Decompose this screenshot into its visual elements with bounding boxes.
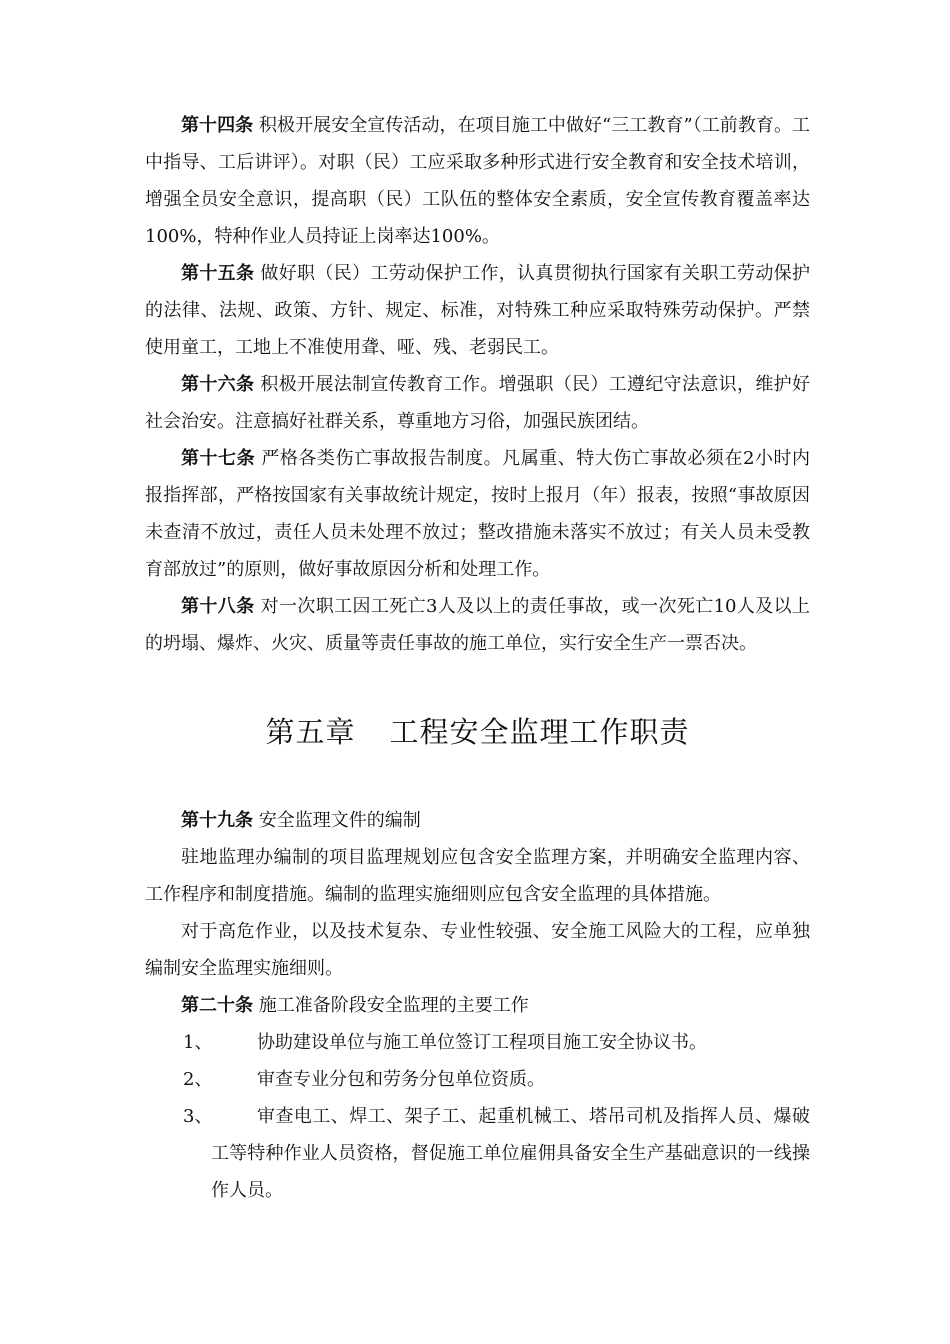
list-number: 3、 xyxy=(183,1106,213,1127)
article-label: 第二十条 xyxy=(181,995,253,1016)
article-title: 安全监理文件的编制 xyxy=(258,810,421,831)
article-14 xyxy=(145,107,810,255)
article-text: 做好职（民）工劳动保护工作，认真贯彻执行国家有关职工劳动保护的法律、法规、政策、方针、规定、标准，对特殊工种应采取特殊劳动保护。严禁使用童工，工地上不准使用聋、哑、残、老弱民工。 xyxy=(145,263,810,358)
list-item xyxy=(145,1061,810,1098)
article-label: 第十六条 xyxy=(181,374,255,395)
article-label: 第十九条 xyxy=(181,810,253,831)
article-18 xyxy=(145,588,810,662)
list-number: 1、 xyxy=(183,1032,213,1053)
list-item xyxy=(145,1024,810,1061)
chapter-title: 工程安全监理工作职责 xyxy=(389,715,690,749)
article-19-heading xyxy=(145,802,810,839)
list-item xyxy=(145,1098,810,1209)
article-label: 第十七条 xyxy=(181,448,256,469)
chapter-number: 第五章 xyxy=(265,715,356,749)
article-label: 第十四条 xyxy=(181,115,254,136)
article-19-paragraph: 对于高危作业，以及技术复杂、专业性较强、安全施工风险大的工程，应单独编制安全监理实施细则。 xyxy=(145,921,810,979)
article-label: 第十八条 xyxy=(181,596,255,617)
article-text: 对一次职工因工死亡3人及以上的责任事故，或一次死亡10人及以上的坍塌、爆炸、火灾、质量等责任事故的施工单位，实行安全生产一票否决。 xyxy=(145,596,811,654)
article-19-paragraph: 驻地监理办编制的项目监理规划应包含安全监理方案，并明确安全监理内容、工作程序和制度措施。编制的监理实施细则应包含安全监理的具体措施。 xyxy=(145,847,810,905)
list-text: 协助建设单位与施工单位签订工程项目施工安全协议书。 xyxy=(257,1032,707,1053)
article-text: 严格各类伤亡事故报告制度。凡属重、特大伤亡事故必须在2小时内报指挥部，严格按国家有关事故统计规定，按时上报月（年）报表，按照“事故原因未查清不放过，责任人员未处理不放过；整改措施未落实不放过；有关人员未受教育部放过”的原则，做好事故原因分析和处理工作。 xyxy=(145,448,811,580)
article-label: 第十五条 xyxy=(181,263,255,284)
article-16 xyxy=(145,366,810,440)
list-number: 2、 xyxy=(183,1069,213,1090)
article-title: 施工准备阶段安全监理的主要工作 xyxy=(258,995,529,1016)
article-text: 积极开展安全宣传活动，在项目施工中做好“三工教育”（工前教育。工中指导、工后讲评）。对职（民）工应采取多种形式进行安全教育和安全技术培训，增强全员安全意识，提高职（民）工队伍的整体安全素质，安全宣传教育覆盖率达100%，特种作业人员持证上岗率达100%。 xyxy=(145,115,811,247)
article-text: 积极开展法制宣传教育工作。增强职（民）工遵纪守法意识，维护好社会治安。注意搞好社群关系，尊重地方习俗，加强民族团结。 xyxy=(145,374,810,432)
list-text: 审查电工、焊工、架子工、起重机械工、塔吊司机及指挥人员、爆破工等特种作业人员资格，督促施工单位雇佣具备安全生产基础意识的一线操作人员。 xyxy=(211,1106,810,1201)
article-17 xyxy=(145,440,810,588)
chapter-heading xyxy=(145,702,810,762)
article-20-heading xyxy=(145,987,810,1024)
list-text: 审查专业分包和劳务分包单位资质。 xyxy=(257,1069,545,1090)
article-15 xyxy=(145,255,810,366)
document-body xyxy=(145,107,810,1209)
